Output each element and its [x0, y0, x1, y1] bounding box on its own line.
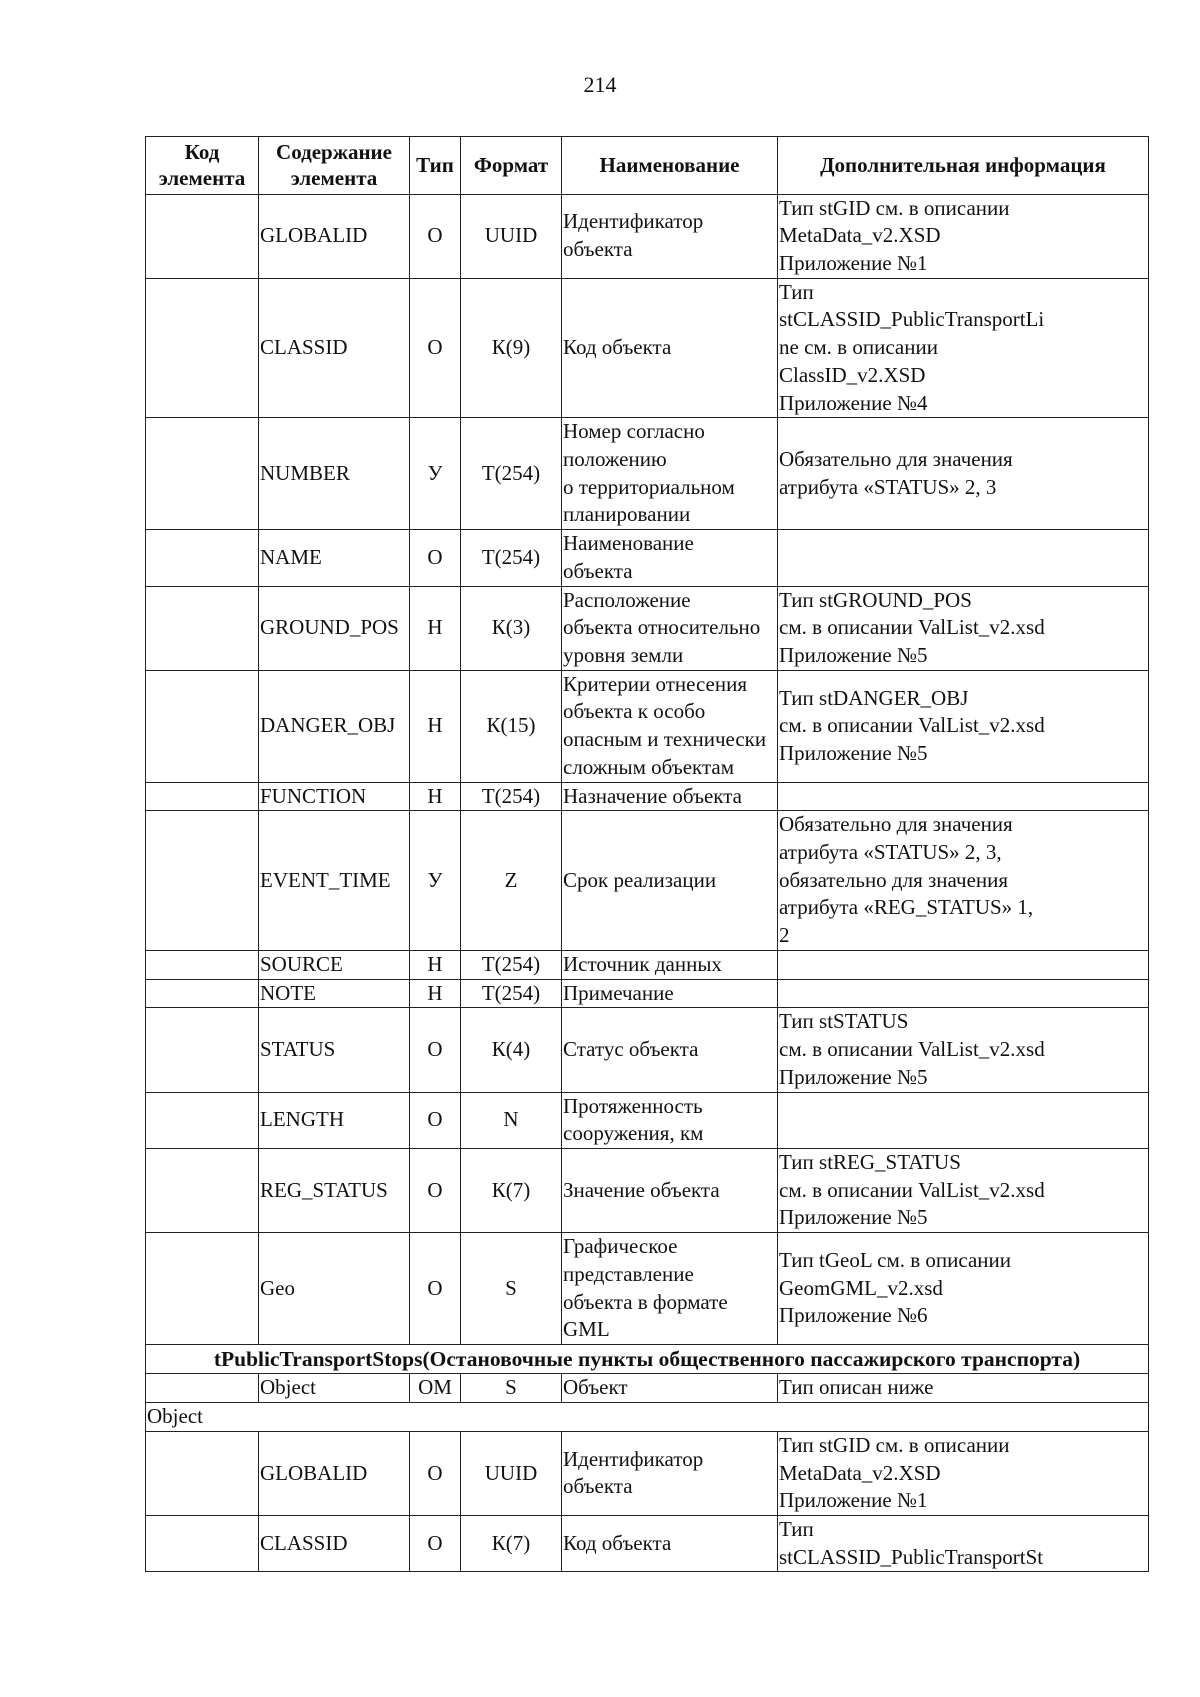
cell-content: NAME — [259, 530, 410, 586]
table-row — [146, 194, 1149, 278]
cell-code — [146, 1148, 259, 1232]
cell-format: К(3) — [461, 586, 562, 670]
cell-name: Код объекта — [562, 278, 778, 418]
cell-format: К(7) — [461, 1515, 562, 1571]
table-body-section — [146, 1344, 1149, 1431]
cell-code — [146, 950, 259, 979]
cell-content: CLASSID — [259, 1515, 410, 1571]
cell-type: О — [410, 1431, 461, 1515]
column-header: Наименование — [562, 137, 778, 195]
cell-info: Тип stGID см. в описании MetaData_v2.XSD Приложение №1 — [778, 194, 1149, 278]
table-row — [146, 530, 1149, 586]
cell-content: DANGER_OBJ — [259, 670, 410, 782]
cell-content: FUNCTION — [259, 782, 410, 811]
cell-name: Идентификатор объекта — [562, 194, 778, 278]
cell-format: S — [461, 1374, 562, 1403]
table-row — [146, 782, 1149, 811]
section-title-row — [146, 1344, 1149, 1373]
cell-name: Протяженность сооружения, км — [562, 1092, 778, 1148]
cell-type: Н — [410, 670, 461, 782]
table-body-part2 — [146, 1431, 1149, 1572]
column-header: Код элемента — [146, 137, 259, 195]
cell-info: Обязательно для значения атрибута «STATUS» 2, 3 — [778, 418, 1149, 530]
cell-format: К(4) — [461, 1008, 562, 1092]
cell-code — [146, 1515, 259, 1571]
page-number: 214 — [583, 72, 617, 97]
cell-type: О — [410, 1233, 461, 1345]
cell-content: STATUS — [259, 1008, 410, 1092]
cell-type: О — [410, 194, 461, 278]
table-row — [146, 1431, 1149, 1515]
cell-content: LENGTH — [259, 1092, 410, 1148]
cell-info: Тип stCLASSID_PublicTransportSt — [778, 1515, 1149, 1571]
cell-format: Z — [461, 811, 562, 951]
cell-code — [146, 530, 259, 586]
cell-info: Тип stGROUND_POS см. в описании ValList_v2.xsd Приложение №5 — [778, 586, 1149, 670]
cell-code — [146, 670, 259, 782]
cell-type: О — [410, 1148, 461, 1232]
cell-info — [778, 530, 1149, 586]
cell-info: Тип stDANGER_OBJ см. в описании ValList_v2.xsd Приложение №5 — [778, 670, 1149, 782]
cell-code — [146, 979, 259, 1008]
cell-content: GROUND_POS — [259, 586, 410, 670]
element-spec-table — [145, 136, 1149, 1572]
cell-content: SOURCE — [259, 950, 410, 979]
cell-type: О — [410, 1008, 461, 1092]
column-header: Тип — [410, 137, 461, 195]
cell-type: Н — [410, 586, 461, 670]
cell-info — [778, 1092, 1149, 1148]
cell-code — [146, 811, 259, 951]
cell-content: GLOBALID — [259, 194, 410, 278]
cell-name: Наименование объекта — [562, 530, 778, 586]
cell-format: N — [461, 1092, 562, 1148]
cell-type: О — [410, 278, 461, 418]
cell-content: GLOBALID — [259, 1431, 410, 1515]
table-row — [146, 1233, 1149, 1345]
cell-name: Графическое представление объекта в формате GML — [562, 1233, 778, 1345]
cell-format: S — [461, 1233, 562, 1345]
cell-code — [146, 194, 259, 278]
cell-type: О — [410, 1092, 461, 1148]
cell-format: UUID — [461, 194, 562, 278]
cell-content: NOTE — [259, 979, 410, 1008]
column-header: Формат — [461, 137, 562, 195]
cell-name: Назначение объекта — [562, 782, 778, 811]
cell-name: Значение объекта — [562, 1148, 778, 1232]
cell-format: UUID — [461, 1431, 562, 1515]
cell-name: Источник данных — [562, 950, 778, 979]
cell-format: Т(254) — [461, 418, 562, 530]
cell-content: REG_STATUS — [259, 1148, 410, 1232]
cell-type: ОМ — [410, 1374, 461, 1403]
cell-info: Тип stGID см. в описании MetaData_v2.XSD Приложение №1 — [778, 1431, 1149, 1515]
cell-name: Критерии отнесения объекта к особо опасным и технически сложным объектам — [562, 670, 778, 782]
cell-info — [778, 782, 1149, 811]
cell-name: Расположение объекта относительно уровня земли — [562, 586, 778, 670]
cell-code — [146, 586, 259, 670]
column-header: Дополнительная информация — [778, 137, 1149, 195]
cell-type: Н — [410, 782, 461, 811]
cell-name: Номер согласно положению о территориальном планировании — [562, 418, 778, 530]
cell-format: Т(254) — [461, 950, 562, 979]
cell-info — [778, 979, 1149, 1008]
cell-code — [146, 1374, 259, 1403]
cell-content: Object — [259, 1374, 410, 1403]
cell-format: К(7) — [461, 1148, 562, 1232]
cell-format: К(9) — [461, 278, 562, 418]
table-row — [146, 979, 1149, 1008]
table-body-part1 — [146, 194, 1149, 1344]
cell-type: Н — [410, 979, 461, 1008]
column-header: Содержание элемента — [259, 137, 410, 195]
cell-type: У — [410, 811, 461, 951]
cell-content: CLASSID — [259, 278, 410, 418]
cell-name: Идентификатор объекта — [562, 1431, 778, 1515]
cell-content: NUMBER — [259, 418, 410, 530]
section-title: tPublicTransportStops(Остановочные пункты общественного пассажирского транспорта) — [146, 1344, 1149, 1373]
table-row — [146, 950, 1149, 979]
table-row — [146, 670, 1149, 782]
table-row — [146, 1374, 1149, 1403]
table-row — [146, 418, 1149, 530]
cell-info: Тип tGeoL см. в описании GeomGML_v2.xsd Приложение №6 — [778, 1233, 1149, 1345]
cell-format: Т(254) — [461, 530, 562, 586]
cell-code — [146, 1431, 259, 1515]
cell-name: Статус объекта — [562, 1008, 778, 1092]
table-row — [146, 1148, 1149, 1232]
table-row — [146, 1515, 1149, 1571]
cell-info: Тип stSTATUS см. в описании ValList_v2.xsd Приложение №5 — [778, 1008, 1149, 1092]
cell-type: О — [410, 1515, 461, 1571]
table-row — [146, 1092, 1149, 1148]
cell-info — [778, 950, 1149, 979]
cell-info: Тип stREG_STATUS см. в описании ValList_v2.xsd Приложение №5 — [778, 1148, 1149, 1232]
table-row — [146, 1008, 1149, 1092]
table-row — [146, 278, 1149, 418]
cell-format: Т(254) — [461, 979, 562, 1008]
cell-name: Срок реализации — [562, 811, 778, 951]
cell-info: Тип описан ниже — [778, 1374, 1149, 1403]
cell-name: Примечание — [562, 979, 778, 1008]
cell-format: Т(254) — [461, 782, 562, 811]
cell-code — [146, 782, 259, 811]
table-row — [146, 586, 1149, 670]
cell-type: Н — [410, 950, 461, 979]
cell-info: Тип stCLASSID_PublicTransportLi ne см. в описании ClassID_v2.XSD Приложение №4 — [778, 278, 1149, 418]
cell-code — [146, 1092, 259, 1148]
cell-code — [146, 418, 259, 530]
cell-type: У — [410, 418, 461, 530]
cell-format: К(15) — [461, 670, 562, 782]
cell-name: Код объекта — [562, 1515, 778, 1571]
table-header-row — [146, 137, 1149, 195]
table-row — [146, 811, 1149, 951]
cell-content: EVENT_TIME — [259, 811, 410, 951]
subsection-title-row — [146, 1403, 1149, 1432]
cell-type: О — [410, 530, 461, 586]
subsection-title: Object — [146, 1403, 1149, 1432]
cell-code — [146, 1008, 259, 1092]
cell-name: Объект — [562, 1374, 778, 1403]
cell-content: Geo — [259, 1233, 410, 1345]
cell-code — [146, 278, 259, 418]
cell-code — [146, 1233, 259, 1345]
cell-info: Обязательно для значения атрибута «STATUS» 2, 3, обязательно для значения атрибута «REG_STATUS» 1, 2 — [778, 811, 1149, 951]
